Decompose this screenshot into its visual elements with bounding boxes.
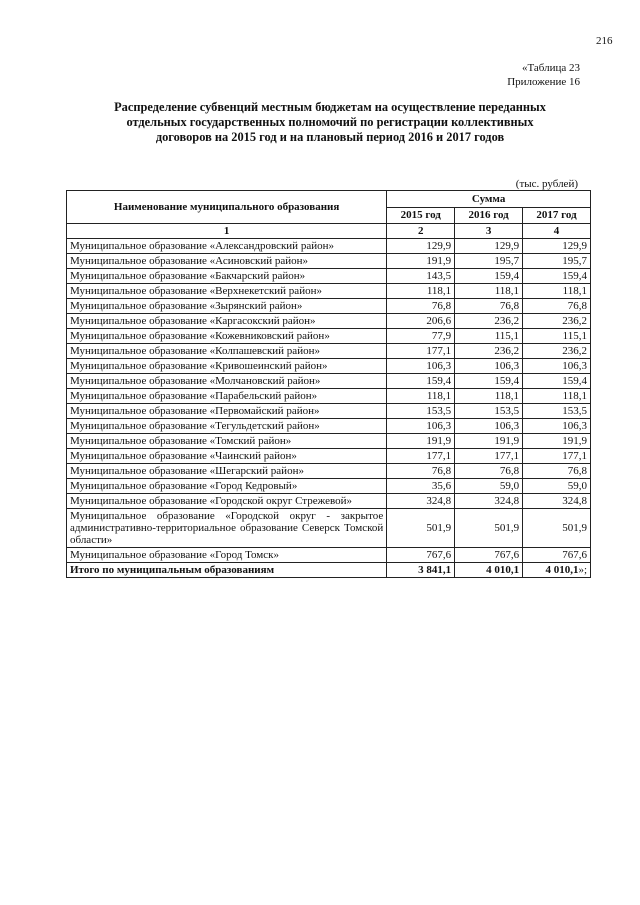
value-2016: 195,7 [455, 254, 523, 269]
value-2016: 106,3 [455, 359, 523, 374]
header-year-2015: 2015 год [387, 207, 455, 224]
total-2015: 3 841,1 [387, 563, 455, 578]
row-name: Муниципальное образование «Тегульдетский район» [67, 419, 387, 434]
value-2015: 35,6 [387, 479, 455, 494]
table-reference [490, 61, 580, 89]
value-2017: 236,2 [523, 314, 591, 329]
table-row [67, 344, 591, 359]
value-2017: 106,3 [523, 359, 591, 374]
value-2016: 59,0 [455, 479, 523, 494]
value-2017: 177,1 [523, 449, 591, 464]
appendix-label: Приложение 16 [507, 76, 580, 88]
value-2015: 76,8 [387, 464, 455, 479]
value-2015: 206,6 [387, 314, 455, 329]
row-name: Муниципальное образование «Первомайский район» [67, 404, 387, 419]
value-2017: 59,0 [523, 479, 591, 494]
table-row [67, 509, 591, 548]
table-row [67, 419, 591, 434]
value-2017: 76,8 [523, 464, 591, 479]
value-2017: 118,1 [523, 389, 591, 404]
value-2017: 324,8 [523, 494, 591, 509]
value-2016: 191,9 [455, 434, 523, 449]
value-2017: 191,9 [523, 434, 591, 449]
value-2016: 118,1 [455, 284, 523, 299]
table-row [67, 404, 591, 419]
value-2015: 118,1 [387, 389, 455, 404]
value-2016: 236,2 [455, 314, 523, 329]
value-2015: 501,9 [387, 509, 455, 548]
value-2015: 76,8 [387, 299, 455, 314]
value-2015: 191,9 [387, 254, 455, 269]
value-2016: 177,1 [455, 449, 523, 464]
row-name: Муниципальное образование «Бакчарский район» [67, 269, 387, 284]
header-year-2017: 2017 год [523, 207, 591, 224]
table-row [67, 494, 591, 509]
row-name: Муниципальное образование «Городской округ Стрежевой» [67, 494, 387, 509]
value-2016: 115,1 [455, 329, 523, 344]
total-2016: 4 010,1 [455, 563, 523, 578]
title-line-2: отдельных государственных полномочий по регистрации коллективных [126, 115, 534, 129]
value-2015: 118,1 [387, 284, 455, 299]
table-row [67, 254, 591, 269]
header-year-2016: 2016 год [455, 207, 523, 224]
value-2015: 159,4 [387, 374, 455, 389]
value-2015: 177,1 [387, 344, 455, 359]
table-row [67, 284, 591, 299]
value-2017: 767,6 [523, 548, 591, 563]
value-2015: 767,6 [387, 548, 455, 563]
table-row [67, 239, 591, 254]
table-row [67, 269, 591, 284]
value-2016: 236,2 [455, 344, 523, 359]
row-name: Муниципальное образование «Кожевниковский район» [67, 329, 387, 344]
table-row [67, 314, 591, 329]
row-name: Муниципальное образование «Парабельский район» [67, 389, 387, 404]
value-2016: 501,9 [455, 509, 523, 548]
value-2017: 118,1 [523, 284, 591, 299]
page-number: 216 [596, 35, 613, 47]
value-2015: 77,9 [387, 329, 455, 344]
row-name: Муниципальное образование «Колпашевский район» [67, 344, 387, 359]
value-2017: 159,4 [523, 374, 591, 389]
column-number: 4 [523, 224, 591, 239]
value-2016: 159,4 [455, 269, 523, 284]
units-label: (тыс. рублей) [515, 178, 578, 190]
value-2017: 501,9 [523, 509, 591, 548]
value-2015: 129,9 [387, 239, 455, 254]
total-2017 [523, 563, 591, 578]
title-line-3: договоров на 2015 год и на плановый период 2016 и 2017 годов [155, 130, 505, 144]
value-2015: 177,1 [387, 449, 455, 464]
closing-quote: »; [578, 564, 587, 576]
row-name: Муниципальное образование «Городской округ - закрытое административно-территориальное образование Северск Томской области» [67, 509, 387, 548]
value-2016: 324,8 [455, 494, 523, 509]
value-2017: 76,8 [523, 299, 591, 314]
row-name: Муниципальное образование «Чаинский район» [67, 449, 387, 464]
value-2017: 115,1 [523, 329, 591, 344]
row-name: Муниципальное образование «Каргасокский район» [67, 314, 387, 329]
value-2016: 118,1 [455, 389, 523, 404]
document-title [70, 100, 590, 145]
value-2015: 153,5 [387, 404, 455, 419]
value-2016: 76,8 [455, 299, 523, 314]
header-sum: Сумма [387, 191, 591, 208]
row-name: Муниципальное образование «Кривошеинский район» [67, 359, 387, 374]
value-2016: 767,6 [455, 548, 523, 563]
table-row [67, 374, 591, 389]
value-2015: 106,3 [387, 419, 455, 434]
total-row [67, 563, 591, 578]
value-2015: 191,9 [387, 434, 455, 449]
title-line-1: Распределение субвенций местным бюджетам на осуществление переданных [114, 100, 546, 114]
row-name: Муниципальное образование «Город Кедровый» [67, 479, 387, 494]
table-row [67, 359, 591, 374]
table-row [67, 479, 591, 494]
value-2017: 153,5 [523, 404, 591, 419]
column-number: 3 [455, 224, 523, 239]
value-2016: 106,3 [455, 419, 523, 434]
value-2016: 129,9 [455, 239, 523, 254]
table-row [67, 464, 591, 479]
value-2016: 76,8 [455, 464, 523, 479]
value-2017: 159,4 [523, 269, 591, 284]
row-name: Муниципальное образование «Шегарский район» [67, 464, 387, 479]
column-number: 2 [387, 224, 455, 239]
value-2015: 143,5 [387, 269, 455, 284]
table-row [67, 434, 591, 449]
column-number: 1 [67, 224, 387, 239]
value-2017: 129,9 [523, 239, 591, 254]
subvention-table [66, 190, 591, 578]
value-2015: 324,8 [387, 494, 455, 509]
table-label: «Таблица 23 [521, 62, 580, 74]
table-row [67, 329, 591, 344]
header-name: Наименование муниципального образования [67, 191, 387, 224]
row-name: Муниципальное образование «Асиновский район» [67, 254, 387, 269]
row-name: Муниципальное образование «Город Томск» [67, 548, 387, 563]
value-2017: 195,7 [523, 254, 591, 269]
row-name: Муниципальное образование «Верхнекетский район» [67, 284, 387, 299]
table-row [67, 299, 591, 314]
row-name: Муниципальное образование «Томский район» [67, 434, 387, 449]
row-name: Муниципальное образование «Молчановский район» [67, 374, 387, 389]
column-number-row [67, 224, 591, 239]
table-row [67, 548, 591, 563]
value-2016: 159,4 [455, 374, 523, 389]
table-row [67, 449, 591, 464]
value-2016: 153,5 [455, 404, 523, 419]
value-2017: 106,3 [523, 419, 591, 434]
value-2017: 236,2 [523, 344, 591, 359]
row-name: Муниципальное образование «Александровский район» [67, 239, 387, 254]
total-2017-value: 4 010,1 [545, 564, 579, 576]
table-row [67, 389, 591, 404]
value-2015: 106,3 [387, 359, 455, 374]
row-name: Муниципальное образование «Зырянский район» [67, 299, 387, 314]
total-name: Итого по муниципальным образованиям [67, 563, 387, 578]
